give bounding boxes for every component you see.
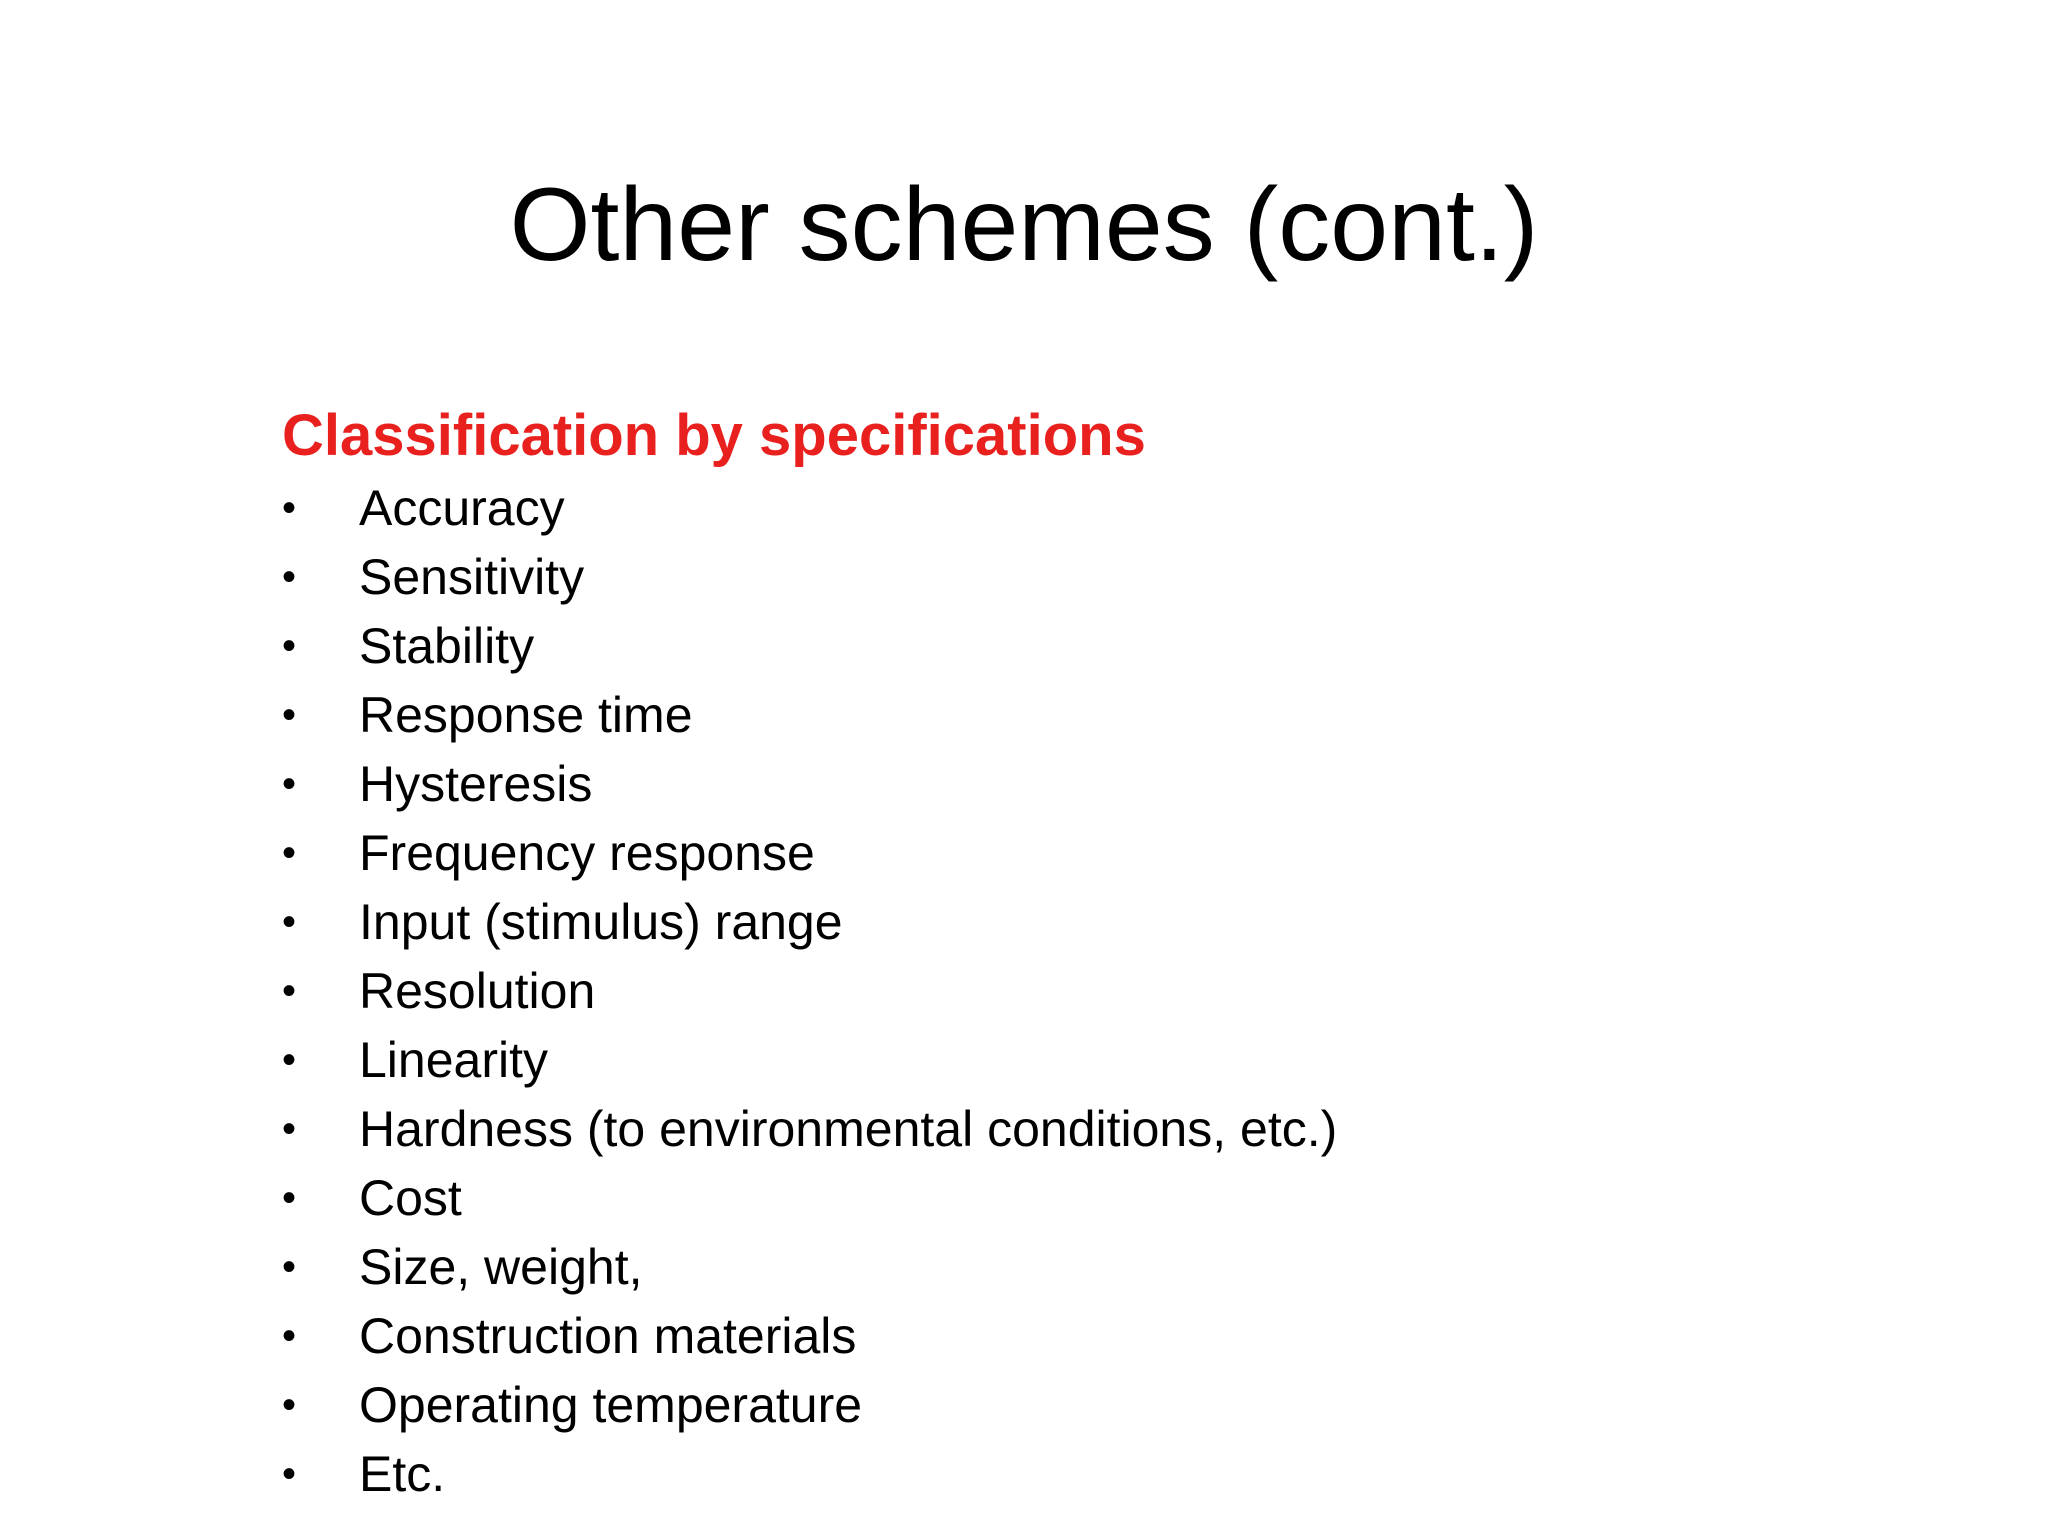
list-item [282,612,1882,681]
bullet-icon: • [282,486,297,530]
list-item [282,1233,1882,1302]
bullet-icon: • [282,555,297,599]
list-item [282,1440,1882,1509]
bullet-icon: • [282,831,297,875]
list-item [282,1371,1882,1440]
list-item-text: Cost [359,1170,462,1226]
bullet-icon: • [282,1314,297,1358]
list-item [282,1164,1882,1233]
bullet-icon: • [282,1383,297,1427]
slide-content [282,398,1882,1509]
list-item [282,1026,1882,1095]
list-item-text: Stability [359,618,535,674]
list-item [282,750,1882,819]
list-item [282,1095,1882,1164]
bullet-icon: • [282,1245,297,1289]
section-heading: Classification by specifications [282,403,1146,468]
bullet-list [282,474,1882,1509]
list-item-text: Response time [359,687,693,743]
list-item-text: Input (stimulus) range [359,894,843,950]
list-item-text: Accuracy [359,480,565,536]
bullet-icon: • [282,1176,297,1220]
bullet-icon: • [282,693,297,737]
list-item [282,888,1882,957]
list-item [282,819,1882,888]
list-item [282,957,1882,1026]
list-item-text: Hardness (to environmental conditions, etc.) [359,1101,1338,1157]
bullet-icon: • [282,1038,297,1082]
list-item-text: Linearity [359,1032,548,1088]
bullet-icon: • [282,1452,297,1496]
list-item [282,1302,1882,1371]
list-item-text: Etc. [359,1446,446,1502]
list-item-text: Resolution [359,963,596,1019]
bullet-icon: • [282,624,297,668]
bullet-icon: • [282,762,297,806]
list-item [282,543,1882,612]
list-item-text: Frequency response [359,825,815,881]
list-item-text: Operating temperature [359,1377,863,1433]
list-item-text: Hysteresis [359,756,593,812]
slide-title: Other schemes (cont.) [509,167,1539,283]
list-item-text: Size, weight, [359,1239,643,1295]
bullet-icon: • [282,1107,297,1151]
bullet-icon: • [282,900,297,944]
list-item [282,474,1882,543]
list-item [282,681,1882,750]
list-item-text: Construction materials [359,1308,857,1364]
list-item-text: Sensitivity [359,549,585,605]
bullet-icon: • [282,969,297,1013]
